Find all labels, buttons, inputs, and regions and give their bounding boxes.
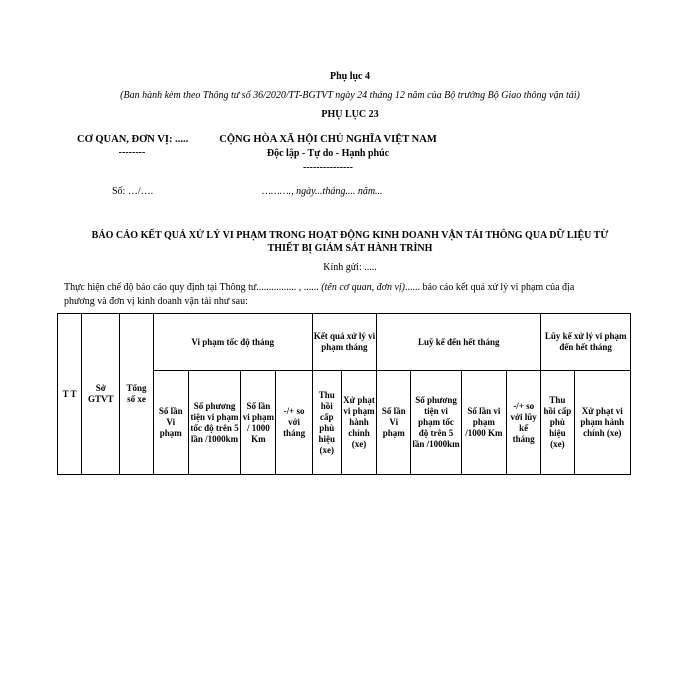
intro-text-line2: phương và đơn vị kinh doanh vận tải như sau:	[64, 296, 248, 307]
agency-rule: --------	[118, 147, 146, 158]
report-table	[57, 313, 631, 475]
col-so-lan-vi-pham: Số lần Vi phạm	[153, 371, 188, 475]
col-cum-thu-hoi: Thu hồi cấp phù hiệu (xe)	[541, 371, 574, 475]
col-cum-xu-phat: Xử phạt vi phạm hành chính (xe)	[574, 371, 630, 475]
col-tt: T T	[58, 314, 82, 475]
col-so-gtvt: Sở GTVT	[82, 314, 120, 475]
issued-with-note: (Ban hành kèm theo Thông tư số 36/2020/TT-BGTVT ngày 24 tháng 12 năm của Bộ trưởng Bộ Giao thông vận tải)	[120, 90, 580, 101]
group-speed-violations: Vi phạm tốc độ tháng	[153, 314, 312, 371]
intro-text-a: Thực hiện chế độ báo cáo quy định tại Thông tư................ , ......	[64, 282, 322, 293]
document-number: Số: …/….	[112, 186, 154, 197]
agency-label: CƠ QUAN, ĐƠN VỊ: .....	[77, 134, 189, 145]
appendix-title: Phụ lục 4	[329, 71, 370, 82]
report-title: BÁO CÁO KẾT QUẢ XỬ LÝ VI PHẠM TRONG HOẠT ĐỘNG KINH DOANH VẬN TẢI THÔNG QUA DỮ LIỆU TỪ	[91, 230, 609, 241]
col-cum-so-phuong-tien: Số phương tiện vi phạm tốc độ trên 5 lần /1000km	[411, 371, 461, 475]
col-so-lan-1000km: Số lần vi phạm / 1000 Km	[241, 371, 276, 475]
col-cum-so-lan: Số lần Vi phạm	[377, 371, 411, 475]
col-cum-so-lan-1000km: Số lần vi phạm /1000 Km	[461, 371, 506, 475]
place-date: ………., ngày...tháng.... năm...	[262, 186, 383, 197]
motto: Độc lập - Tự do - Hạnh phúc	[266, 148, 390, 159]
intro-text	[64, 281, 664, 294]
motto-rule: ---------------	[303, 162, 353, 173]
col-tong-so-xe: Tổng số xe	[120, 314, 153, 475]
col-thu-hoi: Thu hồi cấp phù hiệu (xe)	[312, 371, 341, 475]
report-title-line2: THIẾT BỊ GIÁM SÁT HÀNH TRÌNH	[267, 243, 433, 254]
col-xu-phat: Xử phạt vi phạm hành chính (xe)	[341, 371, 376, 475]
country-name: CỘNG HÒA XÃ HỘI CHỦ NGHĨA VIỆT NAM	[219, 134, 437, 145]
addressee: Kính gửi: .....	[323, 262, 377, 273]
group-cumulative-handling: Lũy kế xử lý vi phạm đến hết tháng	[541, 314, 631, 371]
group-handling-result: Kết quả xử lý vi phạm tháng	[312, 314, 376, 371]
col-so-voi-thang: -/+ so với tháng	[276, 371, 312, 475]
group-cumulative: Luỹ kế đến hết tháng	[377, 314, 541, 371]
intro-agency-placeholder: (tên cơ quan, đơn vị)	[321, 282, 405, 293]
col-cum-so-voi-luy-ke: -/+ so với lũy kế tháng	[507, 371, 541, 475]
intro-text-c: ...... báo cáo kết quả xử lý vi phạm của địa	[405, 282, 575, 293]
col-so-phuong-tien: Số phương tiện vi phạm tốc độ trên 5 lần /1000km	[188, 371, 240, 475]
form-code: PHỤ LỤC 23	[321, 109, 379, 120]
